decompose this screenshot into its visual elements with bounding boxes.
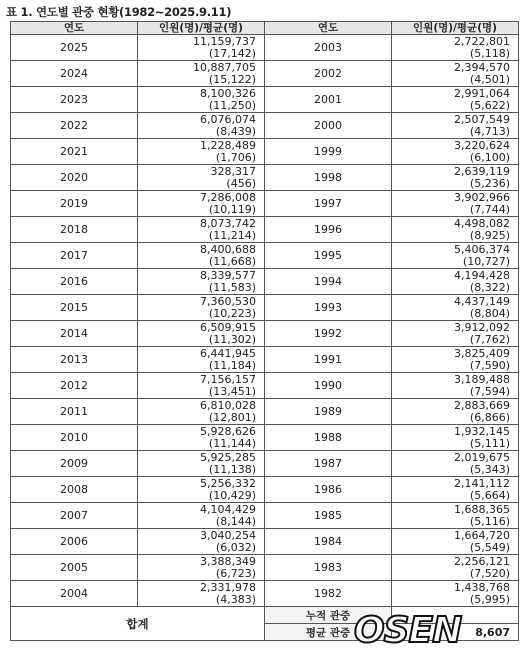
average-value: 8,607 xyxy=(392,624,519,641)
average-attendance: (13,451) xyxy=(208,384,256,398)
total-attendance: 8,400,688 xyxy=(200,243,256,256)
year-cell: 1993 xyxy=(265,295,392,321)
year-cell: 1986 xyxy=(265,477,392,503)
average-attendance: (10,429) xyxy=(208,488,256,502)
average-attendance: (7,594) xyxy=(469,384,510,398)
year-cell: 2010 xyxy=(11,425,138,451)
table-header-row xyxy=(11,22,519,35)
average-attendance: (10,727) xyxy=(462,254,510,268)
average-attendance: (11,138) xyxy=(208,462,256,476)
year-cell: 1989 xyxy=(265,399,392,425)
total-attendance: 5,925,285 xyxy=(200,451,256,464)
year-cell: 2007 xyxy=(11,503,138,529)
attendance-cell xyxy=(138,425,265,451)
attendance-cell xyxy=(138,529,265,555)
total-attendance: 3,388,349 xyxy=(200,555,256,568)
attendance-cell xyxy=(138,191,265,217)
average-attendance: (456) xyxy=(226,176,256,190)
attendance-cell xyxy=(392,269,519,295)
attendance-cell xyxy=(392,425,519,451)
year-cell: 2017 xyxy=(11,243,138,269)
table-row xyxy=(11,425,519,451)
total-attendance: 4,104,429 xyxy=(200,503,256,516)
total-attendance: 5,406,374 xyxy=(454,243,510,256)
table-row xyxy=(11,269,519,295)
average-label: 평균 관중 xyxy=(265,624,392,641)
year-cell: 2014 xyxy=(11,321,138,347)
average-attendance: (5,549) xyxy=(469,540,510,554)
average-attendance: (5,116) xyxy=(469,514,510,528)
total-attendance: 1,664,720 xyxy=(454,529,510,542)
total-attendance: 7,360,530 xyxy=(200,295,256,308)
attendance-cell xyxy=(138,243,265,269)
total-attendance: 2,141,112 xyxy=(454,477,510,490)
average-attendance: (5,664) xyxy=(469,488,510,502)
attendance-cell xyxy=(392,451,519,477)
attendance-cell xyxy=(392,503,519,529)
average-attendance: (11,144) xyxy=(208,436,256,450)
year-cell: 1999 xyxy=(265,139,392,165)
table-row xyxy=(11,477,519,503)
average-attendance: (8,804) xyxy=(469,306,510,320)
table-row xyxy=(11,581,519,607)
total-attendance: 8,073,742 xyxy=(200,217,256,230)
total-attendance: 3,220,624 xyxy=(454,139,510,152)
year-cell: 1994 xyxy=(265,269,392,295)
attendance-cell xyxy=(392,87,519,113)
total-attendance: 5,256,332 xyxy=(200,477,256,490)
year-cell: 1988 xyxy=(265,425,392,451)
total-attendance: 3,040,254 xyxy=(200,529,256,542)
average-attendance: (8,925) xyxy=(469,228,510,242)
summary-label: 합계 xyxy=(11,607,265,641)
year-cell: 2012 xyxy=(11,373,138,399)
average-attendance: (6,032) xyxy=(215,540,256,554)
average-attendance: (7,762) xyxy=(469,332,510,346)
total-attendance: 1,932,145 xyxy=(454,425,510,438)
header-year-right: 연도 xyxy=(265,22,392,35)
average-attendance: (1,706) xyxy=(215,150,256,164)
total-attendance: 2,883,669 xyxy=(454,399,510,412)
average-attendance: (7,744) xyxy=(469,202,510,216)
table-row xyxy=(11,243,519,269)
year-cell: 1982 xyxy=(265,581,392,607)
header-attendance-left: 인원(명)/평균(명) xyxy=(138,22,265,35)
year-cell: 1992 xyxy=(265,321,392,347)
average-attendance: (10,223) xyxy=(208,306,256,320)
total-attendance: 2,019,675 xyxy=(454,451,510,464)
attendance-cell xyxy=(138,373,265,399)
average-attendance: (5,111) xyxy=(469,436,510,450)
year-cell: 1997 xyxy=(265,191,392,217)
year-cell: 2003 xyxy=(265,35,392,61)
attendance-cell xyxy=(392,477,519,503)
attendance-cell xyxy=(138,555,265,581)
year-cell: 2002 xyxy=(265,61,392,87)
table-row xyxy=(11,165,519,191)
attendance-cell xyxy=(392,399,519,425)
table-row xyxy=(11,61,519,87)
attendance-cell xyxy=(392,113,519,139)
attendance-cell xyxy=(392,243,519,269)
total-attendance: 3,912,092 xyxy=(454,321,510,334)
total-attendance: 3,825,409 xyxy=(454,347,510,360)
year-cell: 2016 xyxy=(11,269,138,295)
attendance-cell xyxy=(392,321,519,347)
total-attendance: 6,509,915 xyxy=(200,321,256,334)
average-attendance: (10,119) xyxy=(208,202,256,216)
average-attendance: (7,590) xyxy=(469,358,510,372)
year-cell: 2019 xyxy=(11,191,138,217)
total-attendance: 2,331,978 xyxy=(200,581,256,594)
total-attendance: 1,228,489 xyxy=(200,139,256,152)
attendance-cell xyxy=(138,451,265,477)
attendance-cell xyxy=(138,139,265,165)
total-attendance: 7,286,008 xyxy=(200,191,256,204)
average-attendance: (5,622) xyxy=(469,98,510,112)
attendance-cell xyxy=(392,581,519,607)
total-attendance: 8,100,326 xyxy=(200,87,256,100)
attendance-table xyxy=(10,21,519,641)
average-attendance: (5,118) xyxy=(469,46,510,60)
total-attendance: 5,928,626 xyxy=(200,425,256,438)
total-attendance: 2,991,064 xyxy=(454,87,510,100)
average-attendance: (8,322) xyxy=(469,280,510,294)
year-cell: 2015 xyxy=(11,295,138,321)
year-cell: 2004 xyxy=(11,581,138,607)
total-attendance: 1,688,365 xyxy=(454,503,510,516)
year-cell: 2025 xyxy=(11,35,138,61)
table-row xyxy=(11,399,519,425)
total-attendance: 8,339,577 xyxy=(200,269,256,282)
average-attendance: (11,668) xyxy=(208,254,256,268)
average-attendance: (12,801) xyxy=(208,410,256,424)
average-attendance: (11,184) xyxy=(208,358,256,372)
average-attendance: (6,866) xyxy=(469,410,510,424)
total-attendance: 2,722,801 xyxy=(454,35,510,48)
total-attendance: 4,498,082 xyxy=(454,217,510,230)
attendance-cell xyxy=(138,35,265,61)
attendance-cell xyxy=(138,217,265,243)
attendance-cell xyxy=(392,555,519,581)
table-row xyxy=(11,347,519,373)
year-cell: 2013 xyxy=(11,347,138,373)
year-cell: 2022 xyxy=(11,113,138,139)
year-cell: 1984 xyxy=(265,529,392,555)
table-row xyxy=(11,87,519,113)
attendance-cell xyxy=(392,295,519,321)
average-attendance: (11,583) xyxy=(208,280,256,294)
total-attendance: 2,394,570 xyxy=(454,61,510,74)
attendance-cell xyxy=(392,35,519,61)
average-attendance: (7,520) xyxy=(469,566,510,580)
cumulative-label: 누적 관중 xyxy=(265,607,392,624)
year-cell: 1985 xyxy=(265,503,392,529)
attendance-cell xyxy=(138,503,265,529)
total-attendance: 4,194,428 xyxy=(454,269,510,282)
attendance-cell xyxy=(392,373,519,399)
table-row xyxy=(11,373,519,399)
average-attendance: (8,144) xyxy=(215,514,256,528)
attendance-cell xyxy=(138,61,265,87)
table-row xyxy=(11,217,519,243)
attendance-cell xyxy=(138,347,265,373)
average-attendance: (11,214) xyxy=(208,228,256,242)
year-cell: 2006 xyxy=(11,529,138,555)
average-attendance: (11,302) xyxy=(208,332,256,346)
year-cell: 2005 xyxy=(11,555,138,581)
total-attendance: 6,441,945 xyxy=(200,347,256,360)
attendance-cell xyxy=(392,191,519,217)
attendance-cell xyxy=(392,347,519,373)
average-attendance: (5,343) xyxy=(469,462,510,476)
osen-watermark-logo: OSEN xyxy=(354,610,462,651)
year-cell: 2011 xyxy=(11,399,138,425)
average-attendance: (8,439) xyxy=(215,124,256,138)
table-row xyxy=(11,529,519,555)
year-cell: 1987 xyxy=(265,451,392,477)
total-attendance: 4,437,149 xyxy=(454,295,510,308)
table-title: 표 1. 연도별 관중 현황(1982~2025.9.11) xyxy=(6,5,232,19)
year-cell: 2000 xyxy=(265,113,392,139)
average-attendance: (15,122) xyxy=(208,72,256,86)
year-cell: 2024 xyxy=(11,61,138,87)
average-attendance: (6,723) xyxy=(215,566,256,580)
average-attendance: (4,713) xyxy=(469,124,510,138)
year-cell: 2021 xyxy=(11,139,138,165)
average-attendance: (4,501) xyxy=(469,72,510,86)
total-attendance: 6,076,074 xyxy=(200,113,256,126)
table-row xyxy=(11,321,519,347)
attendance-cell xyxy=(138,295,265,321)
attendance-cell xyxy=(138,269,265,295)
header-year-left: 연도 xyxy=(11,22,138,35)
average-attendance: (17,142) xyxy=(208,46,256,60)
header-attendance-right: 인원(명)/평균(명) xyxy=(392,22,519,35)
table-row xyxy=(11,113,519,139)
attendance-cell xyxy=(138,165,265,191)
attendance-cell xyxy=(138,321,265,347)
total-attendance: 6,810,028 xyxy=(200,399,256,412)
average-attendance: (4,383) xyxy=(215,592,256,606)
year-cell: 2018 xyxy=(11,217,138,243)
total-attendance: 2,507,549 xyxy=(454,113,510,126)
total-attendance: 11,159,737 xyxy=(193,35,256,48)
total-attendance: 3,902,966 xyxy=(454,191,510,204)
total-attendance: 2,639,119 xyxy=(454,165,510,178)
average-attendance: (5,995) xyxy=(469,592,510,606)
attendance-cell xyxy=(392,217,519,243)
attendance-cell xyxy=(392,61,519,87)
table-row xyxy=(11,503,519,529)
attendance-cell xyxy=(392,139,519,165)
year-cell: 1998 xyxy=(265,165,392,191)
year-cell: 2008 xyxy=(11,477,138,503)
table-row xyxy=(11,555,519,581)
total-attendance: 3,189,488 xyxy=(454,373,510,386)
year-cell: 1991 xyxy=(265,347,392,373)
attendance-cell xyxy=(392,529,519,555)
total-attendance: 1,438,768 xyxy=(454,581,510,594)
year-cell: 2020 xyxy=(11,165,138,191)
attendance-cell xyxy=(138,581,265,607)
attendance-cell xyxy=(392,165,519,191)
attendance-cell xyxy=(138,113,265,139)
attendance-cell xyxy=(138,477,265,503)
year-cell: 1995 xyxy=(265,243,392,269)
total-attendance: 328,317 xyxy=(210,165,256,178)
attendance-cell xyxy=(138,87,265,113)
attendance-cell xyxy=(138,399,265,425)
total-attendance: 10,887,705 xyxy=(193,61,256,74)
table-row xyxy=(11,139,519,165)
total-attendance: 2,256,121 xyxy=(454,555,510,568)
average-attendance: (5,236) xyxy=(469,176,510,190)
table-row xyxy=(11,191,519,217)
average-attendance: (11,250) xyxy=(208,98,256,112)
average-attendance: (6,100) xyxy=(469,150,510,164)
year-cell: 1983 xyxy=(265,555,392,581)
total-attendance: 7,156,157 xyxy=(200,373,256,386)
year-cell: 1990 xyxy=(265,373,392,399)
table-row xyxy=(11,295,519,321)
year-cell: 2009 xyxy=(11,451,138,477)
table-row xyxy=(11,451,519,477)
table-row xyxy=(11,35,519,61)
year-cell: 1996 xyxy=(265,217,392,243)
year-cell: 2023 xyxy=(11,87,138,113)
year-cell: 2001 xyxy=(265,87,392,113)
